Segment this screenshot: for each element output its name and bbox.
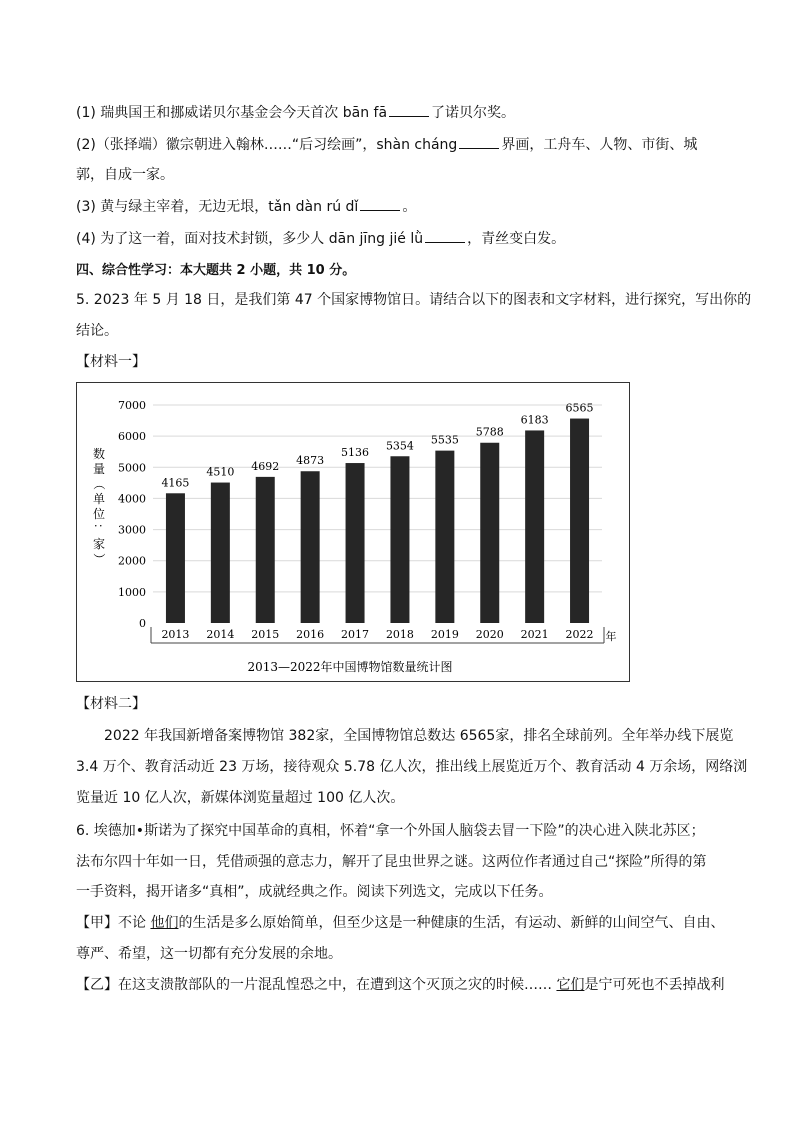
bar: [435, 451, 454, 623]
q6-text-1: 6. 埃德加•斯诺为了探究中国革命的真相，怀着“拿一个外国人脑袋去冒一下险”的决心进入陕北苏区；: [76, 823, 705, 839]
x-tick-label: 2022: [565, 628, 594, 641]
data-label: 4165: [161, 476, 190, 490]
q4-item-4: [76, 229, 565, 249]
q4-item-1: [76, 103, 515, 123]
x-tick-label: 2017: [341, 628, 370, 641]
material-2-label: 【材料二】: [76, 696, 146, 712]
y-axis-label-char: 单: [92, 492, 106, 506]
y-tick-label: 5000: [118, 461, 146, 475]
material-2-para-2: 3.4 万个、教育活动近 23 万场，接待观众 5.78 亿人次，推出线上展览近万个、教育活动 4 万余场，网络浏: [76, 759, 748, 775]
data-label: 4873: [296, 454, 325, 468]
data-label: 6565: [565, 401, 594, 415]
y-tick-label: 2000: [118, 554, 146, 568]
excerpt-jia-cont: 尊严、希望，这一切都有充分发展的余地。: [76, 946, 342, 962]
material-1-label: 【材料一】: [76, 354, 146, 370]
q4-item-2: [76, 135, 697, 155]
x-tick-label: 2015: [251, 628, 280, 641]
q5-text-cont: 结论。: [76, 323, 118, 339]
q4-item-4-text: (4) 为了这一着，面对技术封锁，多少人 dān jīng jié lǜ: [76, 231, 424, 247]
q4-item-2-text: (2)（张择端）徽宗朝进入翰林……“后习绘画”，shàn cháng: [76, 137, 458, 153]
q4-item-3-text-end: 。: [402, 199, 417, 215]
excerpt-jia-underlined: 他们: [150, 915, 179, 931]
answer-blank[interactable]: [360, 197, 400, 211]
bar: [256, 477, 275, 623]
excerpt-jia: [76, 913, 724, 933]
data-label: 5354: [385, 439, 414, 453]
bar: [525, 430, 544, 623]
q4-item-1-text: (1) 瑞典国王和挪威诺贝尔基金会今天首次 bān fā: [76, 105, 388, 121]
x-tick-label: 2014: [206, 628, 235, 641]
data-label: 5788: [475, 425, 504, 439]
excerpt-jia-a: 【甲】不论: [76, 915, 151, 931]
y-tick-label: 1000: [118, 585, 146, 599]
section-heading: 四、综合性学习：本大题共 2 小题，共 10 分。: [76, 263, 356, 278]
bar: [301, 471, 320, 623]
chart-box: [76, 382, 630, 682]
x-axis-unit: 年: [605, 630, 617, 643]
excerpt-yi-a: 【乙】在这支溃散部队的一片混乱惶恐之中，在遭到这个灭顶之灾的时候……: [76, 977, 557, 993]
data-label: 5136: [341, 446, 370, 460]
q4-item-2-text-end: 界画，工舟车、人物、市街、城: [501, 137, 698, 153]
y-axis-label-char: 位: [92, 507, 106, 521]
y-axis-label-char: 量: [92, 462, 106, 476]
y-axis-label-char: ）: [92, 552, 106, 566]
data-label: 4692: [251, 459, 280, 473]
data-label: 6183: [520, 413, 549, 427]
y-tick-label: 4000: [118, 492, 146, 506]
museum-count-chart: [77, 383, 629, 681]
q6-text-2: 法布尔四十年如一日，凭借顽强的意志力，解开了昆虫世界之谜。这两位作者通过自己“探险”所得的第: [76, 854, 707, 870]
answer-blank[interactable]: [459, 135, 499, 149]
bar: [211, 483, 230, 623]
x-tick-label: 2019: [430, 628, 459, 641]
x-tick-label: 2021: [520, 628, 549, 641]
q4-item-3: [76, 197, 416, 217]
q5-text: 5. 2023 年 5 月 18 日，是我们第 47 个国家博物馆日。请结合以下的图表和文字材料，进行探究，写出你的: [76, 292, 752, 308]
excerpt-yi-underlined: 它们: [556, 977, 585, 993]
material-2-para-1: 2022 年我国新增备案博物馆 382家，全国博物馆总数达 6565家，排名全球前列。全年举办线下展览: [104, 728, 734, 744]
y-tick-label: 6000: [118, 430, 146, 444]
x-tick-label: 2018: [385, 628, 414, 641]
bar: [346, 463, 365, 623]
excerpt-yi: [76, 975, 724, 995]
q4-item-4-text-end: ，青丝变白发。: [467, 231, 566, 247]
y-tick-label: 0: [139, 617, 146, 630]
y-axis-label-char: 数: [92, 447, 106, 461]
y-axis-label-char: ：: [92, 522, 106, 536]
answer-blank[interactable]: [389, 103, 429, 117]
bar: [570, 419, 589, 623]
q4-item-2-cont: 郭，自成一家。: [76, 167, 174, 183]
data-label: 4510: [206, 465, 235, 479]
bar: [480, 443, 499, 623]
q4-item-3-text: (3) 黄与绿主宰着，无边无垠，tǎn dàn rú dǐ: [76, 199, 359, 215]
x-tick-label: 2020: [475, 628, 504, 641]
bar: [166, 493, 185, 623]
x-tick-label: 2016: [296, 628, 325, 641]
x-tick-label: 2013: [161, 628, 190, 641]
bar: [390, 456, 409, 623]
answer-blank[interactable]: [425, 229, 465, 243]
excerpt-yi-b: 是宁可死也不丢掉战利: [584, 977, 725, 993]
chart-title: 2013—2022年中国博物馆数量统计图: [247, 660, 453, 674]
material-2-para-3: 览量近 10 亿人次，新媒体浏览量超过 100 亿人次。: [76, 790, 405, 806]
y-axis-label-char: 家: [92, 537, 106, 551]
y-axis-label-char: （: [92, 477, 106, 491]
excerpt-jia-b: 的生活是多么原始简单，但至少这是一种健康的生活，有运动、新鲜的山间空气、自由、: [178, 915, 725, 931]
y-tick-label: 3000: [118, 523, 146, 537]
q6-text-3: 一手资料，揭开诸多“真相”，成就经典之作。阅读下列选文，完成以下任务。: [76, 884, 553, 900]
data-label: 5535: [430, 433, 459, 447]
q4-item-1-text-end: 了诺贝尔奖。: [431, 105, 516, 121]
y-tick-label: 7000: [118, 399, 146, 412]
